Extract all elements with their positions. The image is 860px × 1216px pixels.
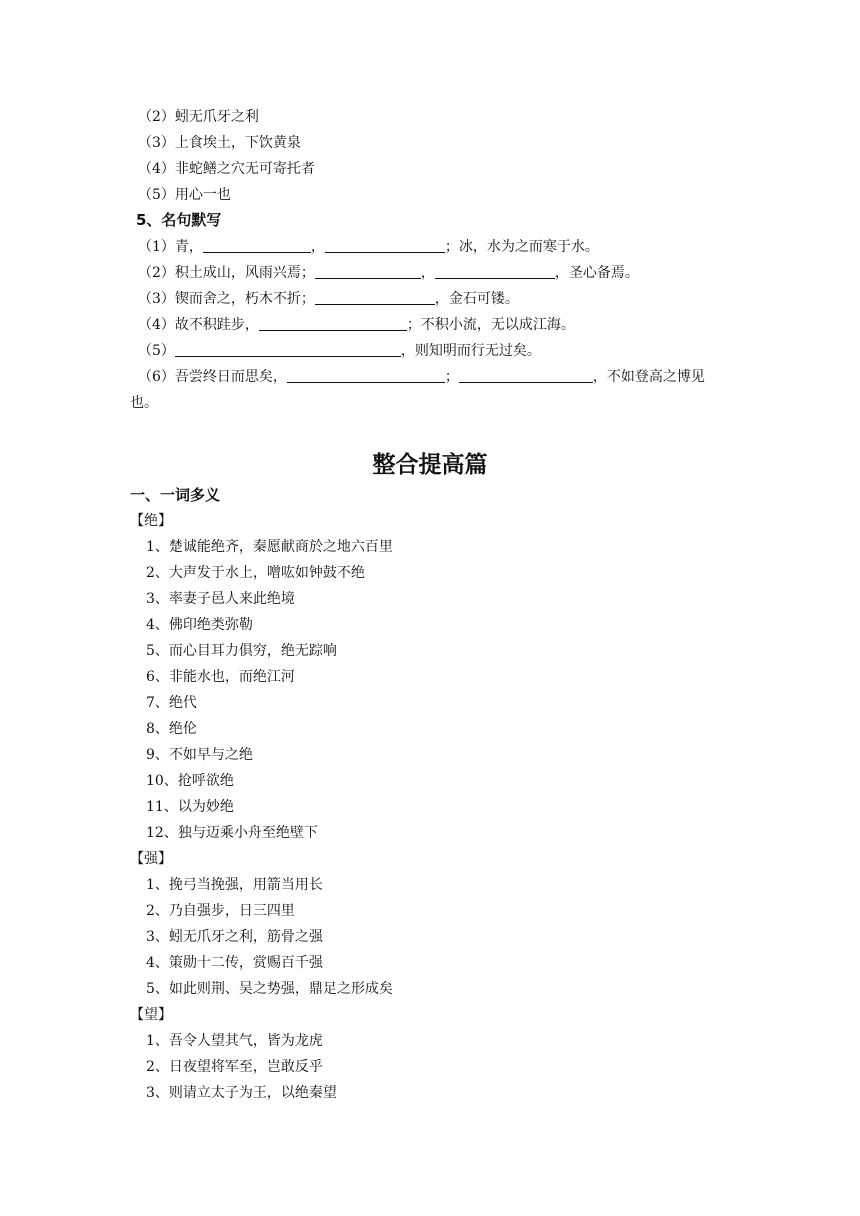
group-heading: 【强】 bbox=[130, 851, 172, 867]
page-title: 整合提高篇 bbox=[372, 452, 488, 478]
question-text: ， bbox=[420, 265, 435, 281]
list-item: 8、绝伦 bbox=[146, 721, 197, 737]
answer-blank bbox=[315, 264, 421, 279]
question-text: （3）锲而舍之，朽木不折； bbox=[138, 291, 315, 307]
list-item: 2、日夜望将军至，岂敢反乎 bbox=[146, 1059, 323, 1075]
fill-question-6 bbox=[138, 368, 705, 386]
fill-question-3 bbox=[138, 290, 519, 308]
question-text: （5） bbox=[138, 343, 175, 359]
list-item: 1、楚诚能绝齐，秦愿献商於之地六百里 bbox=[146, 539, 393, 555]
list-item: 6、非能水也，而绝江河 bbox=[146, 669, 295, 685]
fill-question-4 bbox=[138, 316, 575, 334]
list-item: 4、佛印绝类弥勒 bbox=[146, 617, 253, 633]
list-item: （4）非蛇鳝之穴无可寄托者 bbox=[138, 161, 315, 177]
fill-question-5 bbox=[138, 342, 541, 360]
list-item: 3、则请立太子为王，以绝秦望 bbox=[146, 1085, 337, 1101]
list-item: （2）蚓无爪牙之利 bbox=[138, 109, 259, 125]
list-item: 7、绝代 bbox=[146, 695, 197, 711]
answer-blank bbox=[459, 368, 593, 383]
question-text: ；不积小流，无以成江海。 bbox=[406, 317, 575, 333]
answer-blank bbox=[259, 316, 407, 331]
group-heading: 【绝】 bbox=[130, 513, 172, 529]
list-item: （5）用心一也 bbox=[138, 187, 231, 203]
section-heading: 一、一词多义 bbox=[130, 486, 221, 504]
question-text: ，圣心备焉。 bbox=[554, 265, 639, 281]
question-text: （4）故不积跬步， bbox=[138, 317, 259, 333]
question-text: （6）吾尝终日而思矣， bbox=[138, 369, 287, 385]
list-item: 10、抢呼欲绝 bbox=[146, 773, 234, 789]
list-item: 1、吾令人望其气，皆为龙虎 bbox=[146, 1033, 323, 1049]
list-item: 9、不如早与之绝 bbox=[146, 747, 253, 763]
list-item: 1、挽弓当挽强，用箭当用长 bbox=[146, 877, 323, 893]
list-item: （3）上食埃土，下饮黄泉 bbox=[138, 135, 301, 151]
fill-question-2 bbox=[138, 264, 639, 282]
list-item: 3、蚓无爪牙之利，筋骨之强 bbox=[146, 929, 323, 945]
list-item: 5、而心目耳力俱穷，绝无踪响 bbox=[146, 643, 337, 659]
fill-question-1 bbox=[138, 238, 599, 256]
answer-blank bbox=[315, 290, 435, 305]
question-text: ，不如登高之博见 bbox=[592, 369, 705, 385]
answer-blank bbox=[203, 238, 311, 253]
answer-blank bbox=[435, 264, 555, 279]
answer-blank bbox=[175, 342, 401, 357]
question-text: ；冰，水为之而寒于水。 bbox=[444, 239, 599, 255]
question-text: （2）积土成山，风雨兴焉； bbox=[138, 265, 315, 281]
question-text: （1）青， bbox=[138, 239, 203, 255]
list-item: 12、独与迈乘小舟至绝壁下 bbox=[146, 825, 318, 841]
list-item: 4、策勋十二传，赏赐百千强 bbox=[146, 955, 323, 971]
answer-blank bbox=[325, 238, 445, 253]
question-text: ，金石可镂。 bbox=[434, 291, 519, 307]
list-item: 11、以为妙绝 bbox=[146, 799, 234, 815]
group-heading: 【望】 bbox=[130, 1007, 172, 1023]
list-item: 5、如此则荆、吴之势强，鼎足之形成矣 bbox=[146, 981, 393, 997]
question-text: ， bbox=[310, 239, 325, 255]
list-item: 2、乃自强步，日三四里 bbox=[146, 903, 295, 919]
section-heading: 5、名句默写 bbox=[136, 211, 222, 229]
question-text: ，则知明而行无过矣。 bbox=[400, 343, 541, 359]
question-text-continued: 也。 bbox=[130, 395, 158, 411]
question-text: ； bbox=[444, 369, 459, 385]
list-item: 3、率妻子邑人来此绝境 bbox=[146, 591, 295, 607]
answer-blank bbox=[287, 368, 445, 383]
list-item: 2、大声发于水上，噌吰如钟鼓不绝 bbox=[146, 565, 365, 581]
